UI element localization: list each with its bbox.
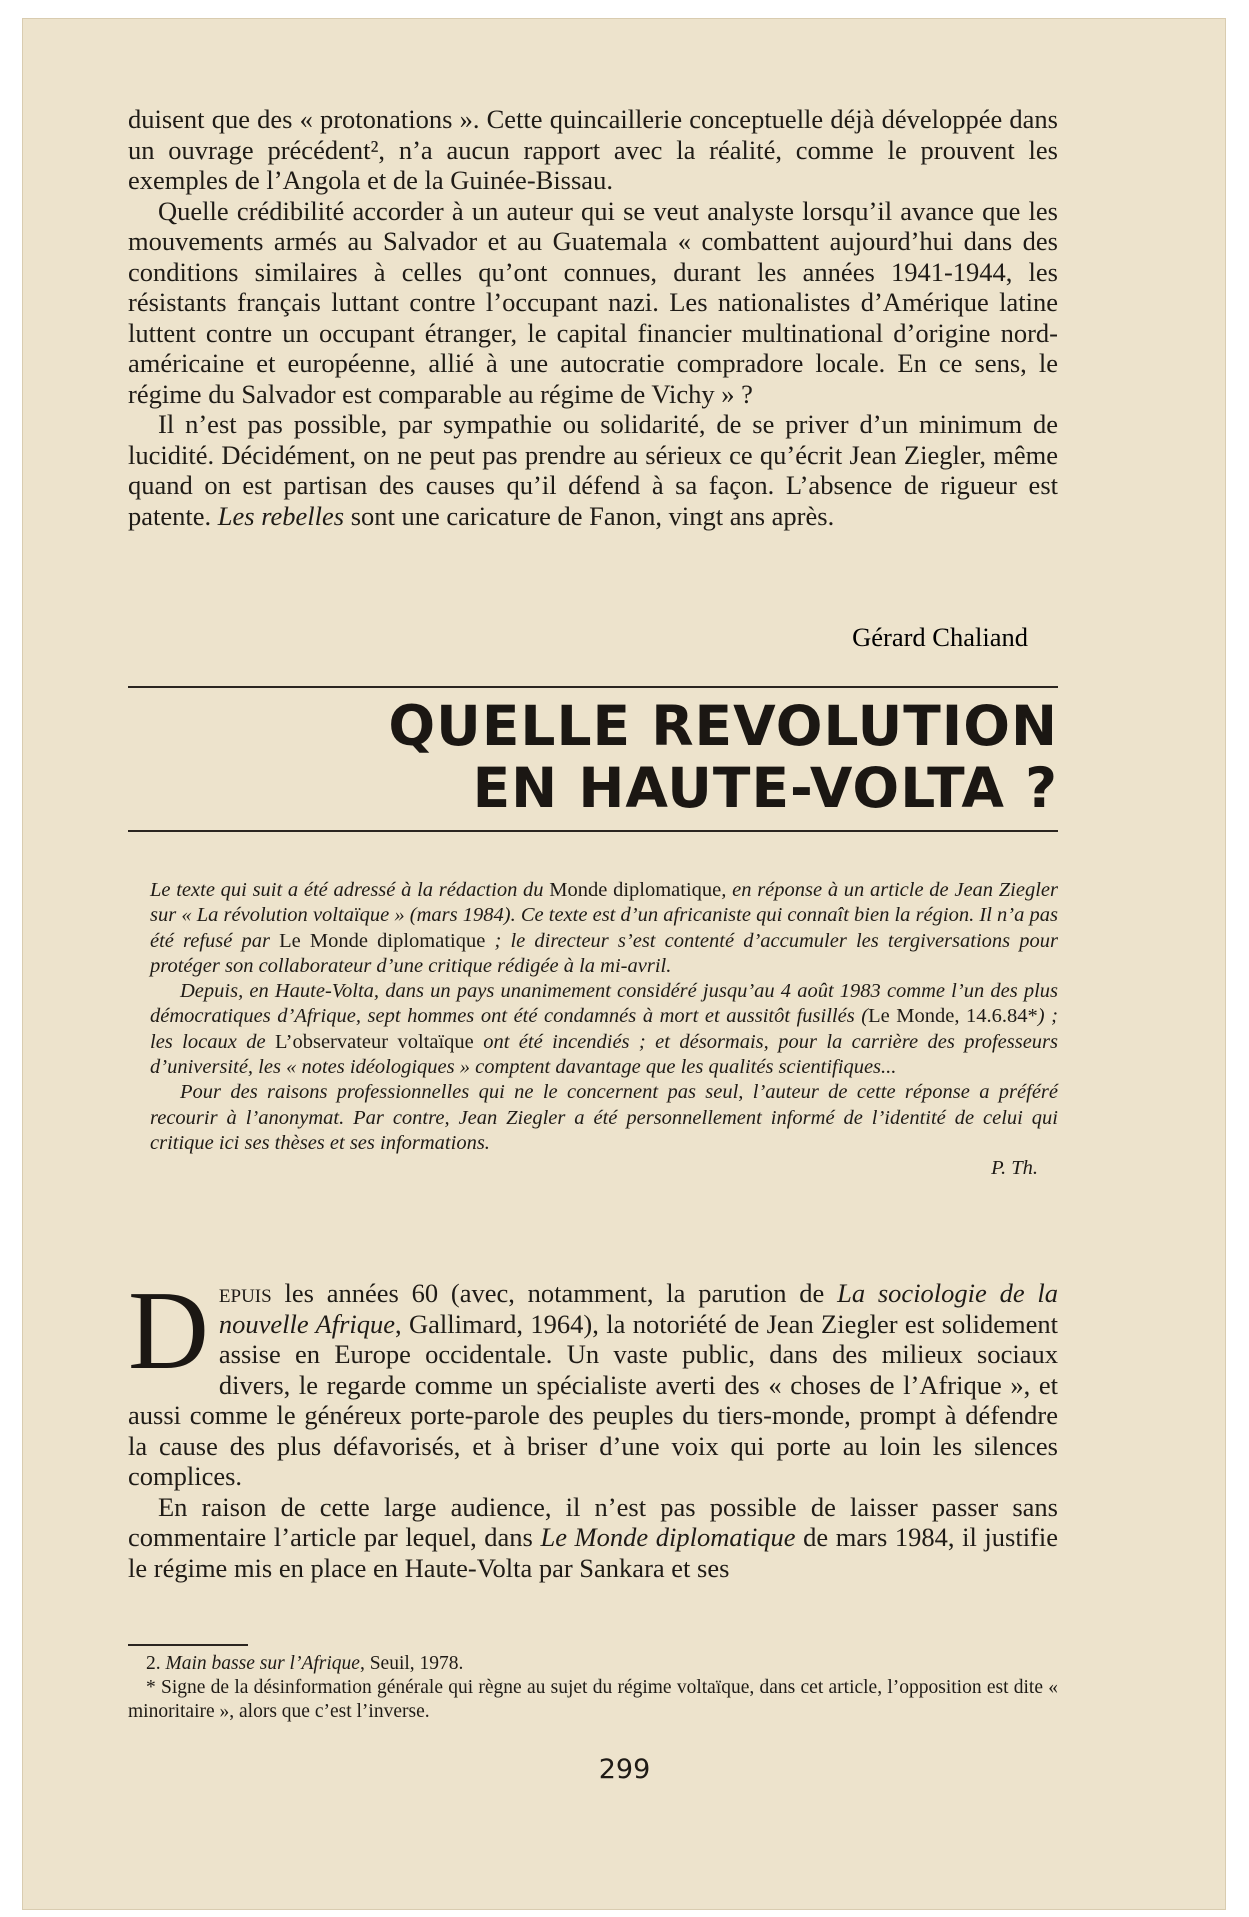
- title-rule-bottom: [128, 830, 1058, 832]
- footnote-rule: [128, 1644, 248, 1646]
- page-number: 299: [598, 1754, 651, 1785]
- intro-paragraph: Pour des raisons professionnelles qui ne le concernent pas seul, l’auteur de cette réponse a préféré recourir à l’anonymat. Par contre, Jean Ziegler a été personnellement informé de l’identité de celui qui critique ici ses thèses et ses informations.: [150, 1081, 1058, 1154]
- article-title-line1: QUELLE REVOLUTION: [388, 694, 1058, 758]
- main-text-block: [128, 1269, 1059, 1583]
- paragraph: Quelle crédibilité accorder à un auteur qui se veut analyste lorsqu’il avance que les mouvements armés au Salvador et au Guatemala « combattent aujourd’hui dans des conditions similaires à celles qu’ont connues, durant les années 1941-1944, les résistants français luttant contre l’occupant nazi. Les nationalistes d’Amérique latine luttent contre un occupant étranger, le capital financier multinational d’origine nord-américaine et européenne, allié à une autocratie compradore locale. En ce sens, le régime du Salvador est comparable au régime de Vichy » ?: [128, 195, 1058, 409]
- footnotes: [128, 1652, 1058, 1724]
- footnote-2: 2. Main basse sur l’Afrique, Seuil, 1978.: [146, 1653, 464, 1674]
- article-title-line2: EN HAUTE-VOLTA ?: [472, 756, 1058, 820]
- paragraph: duisent que des « protonations ». Cette quincaillerie conceptuelle déjà développée dans un ouvrage précédent², n’a aucun rapport avec la réalité, comme le prouvent les exemples de l’Angola et de la Guinée-Bissau.: [128, 104, 1058, 195]
- editorial-introduction: [150, 878, 1058, 1182]
- top-text-block: [128, 104, 1058, 531]
- drop-cap: D: [128, 1269, 209, 1393]
- footnote-star: * Signe de la désinformation générale qui règne au sujet du régime voltaïque, dans cet article, l’opposition est dite « minoritaire », alors que c’est l’inverse.: [128, 1677, 1058, 1722]
- author-signature: Gérard Chaliand: [852, 622, 1028, 652]
- intro-signature: P. Th.: [991, 1157, 1038, 1180]
- book-title: Les rebelles: [217, 500, 345, 531]
- paragraph: Depuis les années 60 (avec, notamment, la parution de La sociologie de la nouvelle Afrique, Gallimard, 1964), la notoriété de Jean Ziegler est solidement assise en Europe occidentale. Un vaste public, dans des milieux sociaux divers, le regarde comme un spécialiste averti des « choses de l’Afrique », et aussi comme le généreux porte-parole des peuples du tiers-monde, prompt à défendre la cause des plus défavorisés, et à briser d’une voix qui porte au loin les silences complices.: [128, 1269, 1058, 1491]
- intro-paragraph: Le texte qui suit a été adressé à la rédaction du Monde diplomatique, en réponse à un article de Jean Ziegler sur « La révolution voltaïque » (mars 1984). Ce texte est d’un africaniste qui connaît bien la région. Il n’a pas été refusé par Le Monde diplomatique ; le directeur s’est contenté d’accumuler les tergiversations pour protéger son collaborateur d’une critique rédigée à la mi-avril.: [150, 879, 1058, 977]
- paragraph: En raison de cette large audience, il n’est pas possible de laisser passer sans commentaire l’article par lequel, dans Le Monde diplomatique de mars 1984, il justifie le régime mis en place en Haute-Volta par Sankara et ses: [128, 1491, 1059, 1583]
- intro-paragraph: Depuis, en Haute-Volta, dans un pays unanimement considéré jusqu’au 4 août 1983 comme l’un des plus démocratiques d’Afrique, sept hommes ont été condamnés à mort et aussitôt fusillés (Le Monde, 14.6.84*) ; les locaux de L’observateur voltaïque ont été incendiés ; et désormais, pour la carrière des professeurs d’université, les « notes idéologiques » comptent davantage que les qualités scientifiques...: [150, 980, 1059, 1079]
- title-rule-top: [128, 686, 1058, 688]
- paragraph: Il n’est pas possible, par sympathie ou solidarité, de se priver d’un minimum de lucidité. Décidément, on ne peut pas prendre au sérieux ce qu’écrit Jean Ziegler, même quand on est partisan des causes qu’il défend à sa façon. L’absence de rigueur est patente. Les rebelles sont une caricature de Fanon, vingt ans après.: [128, 409, 1058, 531]
